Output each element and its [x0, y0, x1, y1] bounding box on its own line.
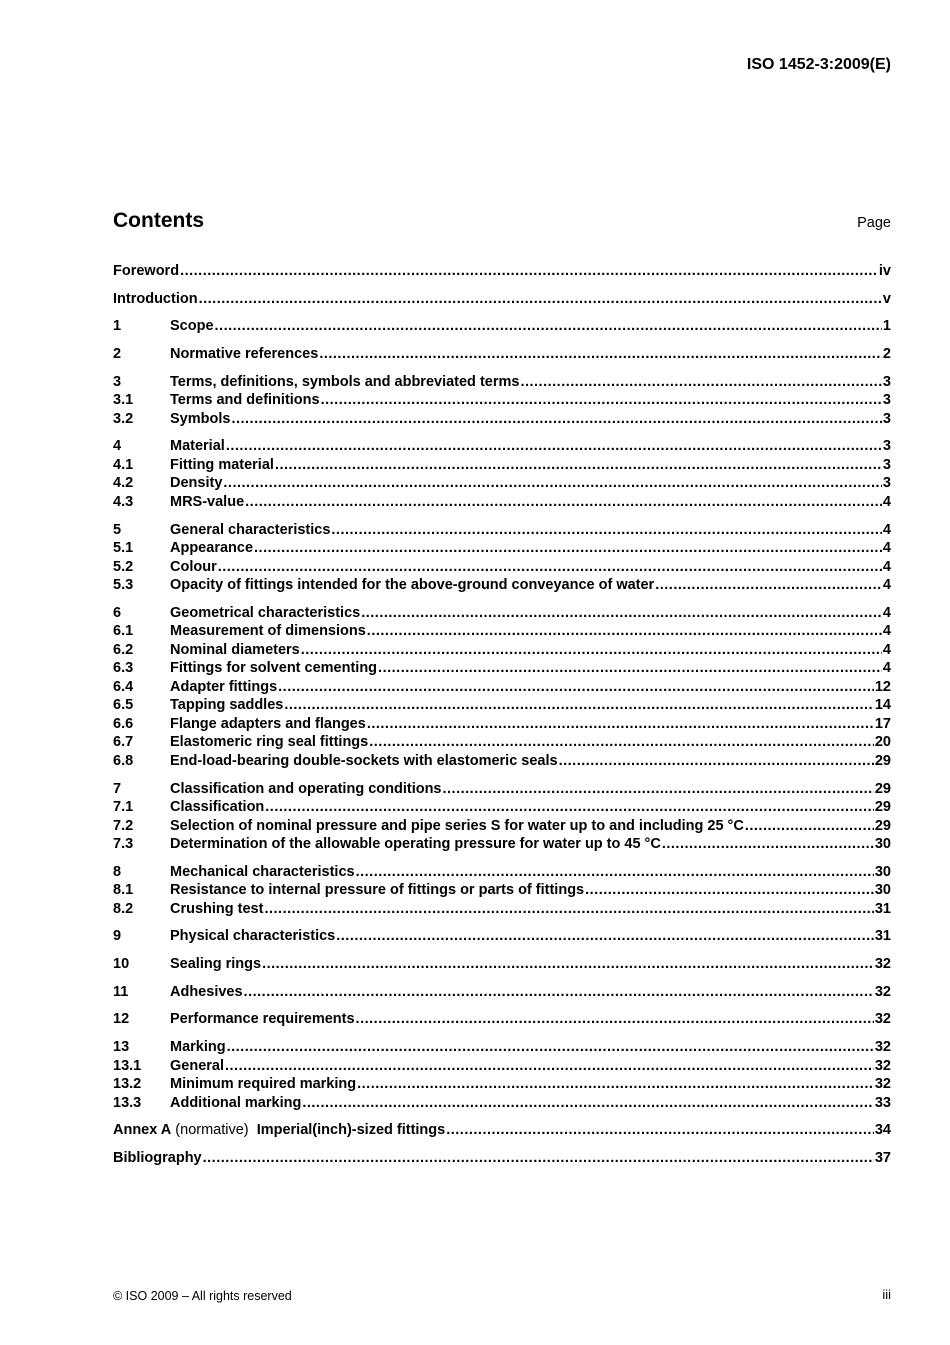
- toc-entry-page: 30: [874, 836, 891, 852]
- toc-group: [113, 317, 891, 336]
- toc-entry-number: 6.3: [113, 660, 134, 677]
- toc-entry-title: [170, 1010, 355, 1029]
- toc-entry-number: 3.1: [113, 392, 134, 409]
- toc-entry[interactable]: [113, 262, 891, 281]
- toc-entry[interactable]: [113, 1057, 891, 1076]
- toc-entry-annex-type: (normative): [171, 1122, 253, 1139]
- toc-dot-leader: [585, 881, 874, 900]
- toc-entry-page: 12: [874, 678, 891, 695]
- toc-entry-title-text: Normative references: [170, 346, 319, 363]
- toc-dot-leader: [264, 900, 873, 919]
- toc-entry-title: [113, 1149, 202, 1168]
- toc-entry[interactable]: [113, 955, 891, 974]
- toc-entry-number: 3.2: [113, 410, 134, 427]
- toc-entry[interactable]: [113, 345, 891, 364]
- toc-entry-number: 4.3: [113, 493, 134, 510]
- toc-entry[interactable]: [113, 317, 891, 336]
- toc-group: [113, 983, 891, 1002]
- toc-entry-number: 6.8: [113, 752, 134, 769]
- toc-entry-page: 14: [874, 697, 891, 714]
- toc-group: [113, 955, 891, 974]
- toc-entry-page: 32: [874, 1076, 891, 1093]
- toc-group: [113, 262, 891, 281]
- toc-entry-title: [113, 262, 179, 281]
- toc-entry-title: [170, 345, 318, 364]
- toc-entry-number: 7.2: [113, 817, 134, 834]
- toc-entry-page: 30: [874, 863, 891, 880]
- toc-dot-leader: [367, 622, 882, 641]
- toc-entry[interactable]: [113, 604, 891, 623]
- toc-entry-page: 4: [882, 604, 891, 621]
- toc-entry[interactable]: [113, 474, 891, 493]
- toc-entry[interactable]: [113, 521, 891, 540]
- toc-entry-title-text: Terms and definitions: [170, 392, 320, 409]
- toc-entry-title: [170, 493, 244, 512]
- toc-entry-page: 3: [882, 475, 891, 492]
- toc-entry-number: 7.3: [113, 836, 134, 852]
- toc-entry[interactable]: [113, 410, 891, 429]
- toc-entry[interactable]: [113, 835, 891, 854]
- toc-entry-page: 33: [874, 1094, 891, 1111]
- toc-group: [113, 927, 891, 946]
- toc-dot-leader: [655, 576, 882, 595]
- toc-dot-leader: [302, 1094, 874, 1113]
- toc-entry[interactable]: [113, 456, 891, 475]
- toc-entry-title: [170, 474, 222, 493]
- toc-entry-page: v: [882, 290, 891, 307]
- toc-entry-title: [170, 604, 360, 623]
- toc-dot-leader: [225, 1057, 874, 1076]
- toc-entry[interactable]: [113, 391, 891, 410]
- toc-entry-title-text: Performance requirements: [170, 1011, 355, 1028]
- toc-entry[interactable]: [113, 927, 891, 946]
- toc-entry-page: 4: [882, 540, 891, 557]
- toc-entry[interactable]: [113, 641, 891, 660]
- toc-entry-page: 4: [882, 641, 891, 658]
- toc-entry-number: 13: [113, 1039, 130, 1056]
- toc-dot-leader: [361, 604, 882, 623]
- toc-entry-number: 13.3: [113, 1094, 142, 1111]
- toc-entry-title-text: Symbols: [170, 410, 231, 427]
- toc-entry-page: 34: [874, 1122, 891, 1139]
- toc-entry-number: 7.1: [113, 799, 134, 815]
- toc-entry-page: 4: [882, 493, 891, 510]
- toc-entry-title: [170, 715, 366, 734]
- toc-entry-title: [170, 1075, 356, 1094]
- toc-entry-page: 4: [882, 623, 891, 640]
- toc-entry-number: 9: [113, 928, 122, 945]
- toc-entry-title-text: Fittings for solvent cementing: [170, 660, 378, 677]
- toc-entry-number: 11: [113, 983, 129, 1000]
- toc-entry-page: 4: [882, 577, 891, 594]
- toc-dot-leader: [203, 1149, 874, 1168]
- toc-entry[interactable]: [113, 900, 891, 919]
- toc-entry-title-text: Opacity of fittings intended for the above-ground conveyance of water: [170, 577, 655, 594]
- toc-entry-title-text: Adapter fittings: [170, 678, 278, 695]
- toc-entry-title-text: Marking: [170, 1039, 226, 1056]
- toc-entry-title: [170, 437, 225, 456]
- toc-dot-leader: [369, 733, 874, 752]
- toc-dot-leader: [319, 345, 882, 364]
- toc-entry-number: 2: [113, 346, 122, 363]
- toc-entry-title: [170, 752, 558, 771]
- toc-dot-leader: [245, 493, 882, 512]
- toc-entry-title: [170, 659, 377, 678]
- toc-dot-leader: [226, 437, 882, 456]
- toc-dot-leader: [356, 863, 874, 882]
- toc-entry[interactable]: [113, 1075, 891, 1094]
- toc-dot-leader: [180, 262, 878, 281]
- toc-entry-number: 5: [113, 521, 122, 538]
- toc-entry-title-text: Flange adapters and flanges: [170, 715, 366, 732]
- toc-dot-leader: [520, 373, 881, 392]
- toc-entry-title-text: Foreword: [113, 263, 180, 279]
- toc-entry-title-text: Minimum required marking: [170, 1076, 357, 1093]
- toc-dot-leader: [265, 798, 874, 817]
- toc-entry-title-text: Material: [170, 438, 225, 455]
- toc-entry-title-text: General: [170, 1057, 224, 1074]
- toc-entry-title: [170, 317, 214, 336]
- toc-entry-page: 3: [882, 410, 891, 427]
- toc-entry-page: 4: [882, 558, 891, 575]
- toc-entry-page: 17: [874, 715, 891, 732]
- toc-entry[interactable]: [113, 715, 891, 734]
- toc-entry-number: 1: [113, 318, 122, 335]
- toc-entry-page: 2: [882, 346, 891, 363]
- toc-entry-title-text: Resistance to internal pressure of fittings or parts of fittings: [170, 882, 585, 899]
- toc-entry[interactable]: [113, 622, 891, 641]
- toc-dot-leader: [218, 558, 882, 577]
- toc-entry-title-text: Elastomeric ring seal fittings: [170, 734, 369, 751]
- toc-entry[interactable]: [113, 678, 891, 697]
- toc-entry[interactable]: [113, 983, 891, 1002]
- toc-entry[interactable]: [113, 539, 891, 558]
- toc-dot-leader: [278, 678, 874, 697]
- toc-entry-title: [170, 1038, 226, 1057]
- toc-entry-title-text: Mechanical characteristics: [170, 863, 355, 880]
- toc-entry-number: 6.6: [113, 715, 134, 732]
- toc-entry-number: 4.1: [113, 456, 134, 473]
- toc-entry-title-text: General characteristics: [170, 521, 331, 538]
- toc-dot-leader: [262, 955, 874, 974]
- toc-group: [113, 1010, 891, 1029]
- toc-dot-leader: [745, 817, 874, 836]
- toc-entry-number: 5.2: [113, 558, 134, 575]
- toc-dot-leader: [231, 410, 881, 429]
- toc-dot-leader: [254, 539, 882, 558]
- toc-entry-number: 6.4: [113, 678, 134, 695]
- toc-entry-title: [170, 780, 442, 799]
- toc-entry-page: 4: [882, 521, 891, 538]
- toc-entry-page: 37: [874, 1150, 891, 1166]
- toc-entry-title-text: Measurement of dimensions: [170, 623, 366, 640]
- toc-entry-number: 5.3: [113, 577, 134, 594]
- toc-entry-page: 1: [882, 318, 891, 335]
- toc-entry-page: 32: [874, 956, 891, 973]
- toc-entry-number: 12: [113, 1011, 130, 1028]
- toc-entry-title-text: Adhesives: [170, 983, 243, 1000]
- toc-dot-leader: [356, 1010, 874, 1029]
- toc-dot-leader: [357, 1075, 874, 1094]
- toc-entry-title: [170, 927, 335, 946]
- toc-entry-title-text: Physical characteristics: [170, 928, 336, 945]
- page-number: iii: [882, 1287, 891, 1302]
- toc-entry-title-text: Tapping saddles: [170, 697, 284, 714]
- document-id: ISO 1452-3:2009(E): [746, 56, 891, 73]
- toc-group: [113, 345, 891, 364]
- toc-entry-number: 13.2: [113, 1076, 142, 1093]
- toc-entry[interactable]: [113, 881, 891, 900]
- toc-dot-leader: [446, 1121, 874, 1140]
- toc-entry-title: [170, 835, 661, 854]
- toc-entry-title-text: MRS-value: [170, 493, 245, 510]
- toc-entry-title-text: Additional marking: [170, 1094, 302, 1111]
- toc-dot-leader: [331, 521, 882, 540]
- toc-entry-number: 6.1: [113, 623, 134, 640]
- toc-entry-title-text: Crushing test: [170, 900, 264, 917]
- toc-entry-title: [170, 900, 263, 919]
- toc-entry-page: 3: [882, 438, 891, 455]
- table-of-contents: [113, 262, 891, 1177]
- toc-entry-title: [170, 955, 261, 974]
- toc-entry-title: [170, 391, 320, 410]
- toc-dot-leader: [336, 927, 874, 946]
- page-column-label: Page: [857, 215, 891, 231]
- toc-group: [113, 437, 891, 511]
- toc-entry[interactable]: [113, 1121, 891, 1140]
- toc-entry-title-text: Determination of the allowable operating pressure for water up to 45 °C: [170, 836, 661, 852]
- toc-dot-leader: [321, 391, 882, 410]
- toc-entry-number: 10: [113, 956, 130, 973]
- toc-entry-title: [170, 1094, 301, 1113]
- toc-entry-page: 4: [882, 660, 891, 677]
- toc-group: [113, 1121, 891, 1140]
- toc-entry-number: 6.2: [113, 641, 134, 658]
- toc-entry-title: [170, 817, 744, 836]
- toc-entry-page: 31: [874, 900, 891, 917]
- toc-entry-title-text: Classification: [170, 799, 265, 815]
- toc-entry-title: [170, 733, 368, 752]
- toc-entry-title-text: Classification and operating conditions: [170, 780, 442, 797]
- toc-entry[interactable]: [113, 493, 891, 512]
- toc-group: [113, 863, 891, 919]
- toc-entry[interactable]: [113, 1038, 891, 1057]
- toc-entry-title: [170, 622, 366, 641]
- toc-entry[interactable]: [113, 1149, 891, 1168]
- toc-entry-title-text: Appearance: [170, 540, 254, 557]
- toc-entry-page: 31: [874, 928, 891, 945]
- toc-dot-leader: [199, 290, 882, 309]
- toc-entry-title: [170, 576, 654, 595]
- toc-entry-title-text: Introduction: [113, 290, 198, 307]
- toc-entry-title: [170, 539, 253, 558]
- toc-dot-leader: [378, 659, 882, 678]
- toc-entry-title-text: Nominal diameters: [170, 641, 300, 658]
- toc-entry-number: 5.1: [113, 540, 134, 557]
- toc-entry[interactable]: [113, 437, 891, 456]
- toc-entry[interactable]: [113, 659, 891, 678]
- toc-entry[interactable]: [113, 1094, 891, 1113]
- toc-entry-title: [170, 558, 217, 577]
- toc-dot-leader: [301, 641, 882, 660]
- toc-entry-page: 32: [874, 983, 891, 1000]
- toc-entry-title: [170, 641, 300, 660]
- toc-entry-title: [170, 881, 584, 900]
- toc-dot-leader: [367, 715, 874, 734]
- toc-entry-title: [170, 373, 519, 392]
- toc-dot-leader: [662, 835, 874, 854]
- toc-entry-title-text: Bibliography: [113, 1150, 202, 1166]
- toc-entry[interactable]: [113, 863, 891, 882]
- toc-entry-page: 29: [874, 817, 891, 834]
- toc-entry-title: [170, 456, 274, 475]
- toc-entry-title-text: Colour: [170, 558, 217, 575]
- toc-entry-page: 29: [874, 799, 891, 815]
- toc-entry-page: 32: [874, 1011, 891, 1028]
- toc-entry-page: 3: [882, 373, 891, 390]
- toc-entry-page: 20: [874, 734, 891, 751]
- toc-entry-page: 29: [874, 780, 891, 797]
- toc-entry[interactable]: [113, 798, 891, 817]
- toc-entry-number: 8.1: [113, 882, 134, 899]
- toc-entry-title: [113, 1121, 445, 1140]
- toc-entry[interactable]: [113, 817, 891, 836]
- toc-entry[interactable]: [113, 1010, 891, 1029]
- toc-entry-page: 29: [874, 752, 891, 769]
- toc-group: [113, 1038, 891, 1112]
- toc-dot-leader: [223, 474, 882, 493]
- toc-entry-number: 6.5: [113, 697, 134, 714]
- toc-entry-number: 13.1: [113, 1057, 142, 1074]
- toc-entry-page: 3: [882, 392, 891, 409]
- toc-entry-title-text: Selection of nominal pressure and pipe series S for water up to and including 25 °C: [170, 817, 744, 834]
- toc-entry-number: 8.2: [113, 900, 134, 917]
- toc-entry-annex-title: Imperial(inch)-sized fittings: [252, 1122, 446, 1139]
- toc-group: [113, 290, 891, 309]
- toc-entry-title-text: Fitting material: [170, 456, 274, 473]
- toc-entry[interactable]: [113, 290, 891, 309]
- toc-entry-number: 3: [113, 373, 122, 390]
- toc-group: [113, 373, 891, 429]
- toc-dot-leader: [559, 752, 874, 771]
- toc-entry[interactable]: [113, 373, 891, 392]
- toc-entry[interactable]: [113, 780, 891, 799]
- toc-entry-title: [170, 410, 230, 429]
- toc-entry-number: 7: [113, 780, 122, 797]
- toc-entry-title-text: Density: [170, 475, 223, 492]
- toc-dot-leader: [284, 696, 874, 715]
- toc-entry-number: 4: [113, 438, 122, 455]
- toc-entry-title-text: End-load-bearing double-sockets with elastomeric seals: [170, 752, 558, 769]
- toc-entry[interactable]: [113, 752, 891, 771]
- toc-entry-page: iv: [878, 263, 891, 279]
- toc-group: [113, 521, 891, 595]
- toc-group: [113, 604, 891, 771]
- toc-entry-number: 4.2: [113, 475, 134, 492]
- toc-entry[interactable]: [113, 696, 891, 715]
- toc-entry-number: 6: [113, 604, 122, 621]
- toc-entry-title-text: Scope: [170, 318, 214, 335]
- toc-dot-leader: [215, 317, 882, 336]
- toc-entry[interactable]: [113, 558, 891, 577]
- toc-entry-title: [170, 863, 355, 882]
- toc-group: [113, 780, 891, 854]
- toc-entry-title: [170, 696, 283, 715]
- toc-entry-page: 32: [874, 1039, 891, 1056]
- toc-entry-title: [170, 983, 243, 1002]
- toc-group: [113, 1149, 891, 1168]
- contents-heading: Contents: [113, 209, 204, 232]
- toc-entry-title: [170, 521, 330, 540]
- toc-entry-page: 3: [882, 456, 891, 473]
- toc-entry-title-text: Terms, definitions, symbols and abbreviated terms: [170, 373, 520, 390]
- toc-entry-title: [170, 678, 277, 697]
- toc-dot-leader: [275, 456, 882, 475]
- toc-entry[interactable]: [113, 733, 891, 752]
- toc-entry-page: 30: [874, 882, 891, 899]
- toc-entry-title-text: Sealing rings: [170, 956, 262, 973]
- toc-dot-leader: [244, 983, 874, 1002]
- toc-dot-leader: [443, 780, 874, 799]
- toc-entry-number: 8: [113, 863, 122, 880]
- toc-entry-number: 6.7: [113, 734, 134, 751]
- toc-entry-title-text: Geometrical characteristics: [170, 604, 361, 621]
- toc-entry-page: 32: [874, 1057, 891, 1074]
- toc-entry-title: [113, 290, 198, 309]
- toc-entry-title: [170, 798, 264, 817]
- toc-entry-title-text: Annex A: [113, 1122, 172, 1139]
- toc-entry[interactable]: [113, 576, 891, 595]
- toc-entry-title: [170, 1057, 224, 1076]
- toc-dot-leader: [227, 1038, 874, 1057]
- copyright-notice: © ISO 2009 – All rights reserved: [113, 1289, 292, 1303]
